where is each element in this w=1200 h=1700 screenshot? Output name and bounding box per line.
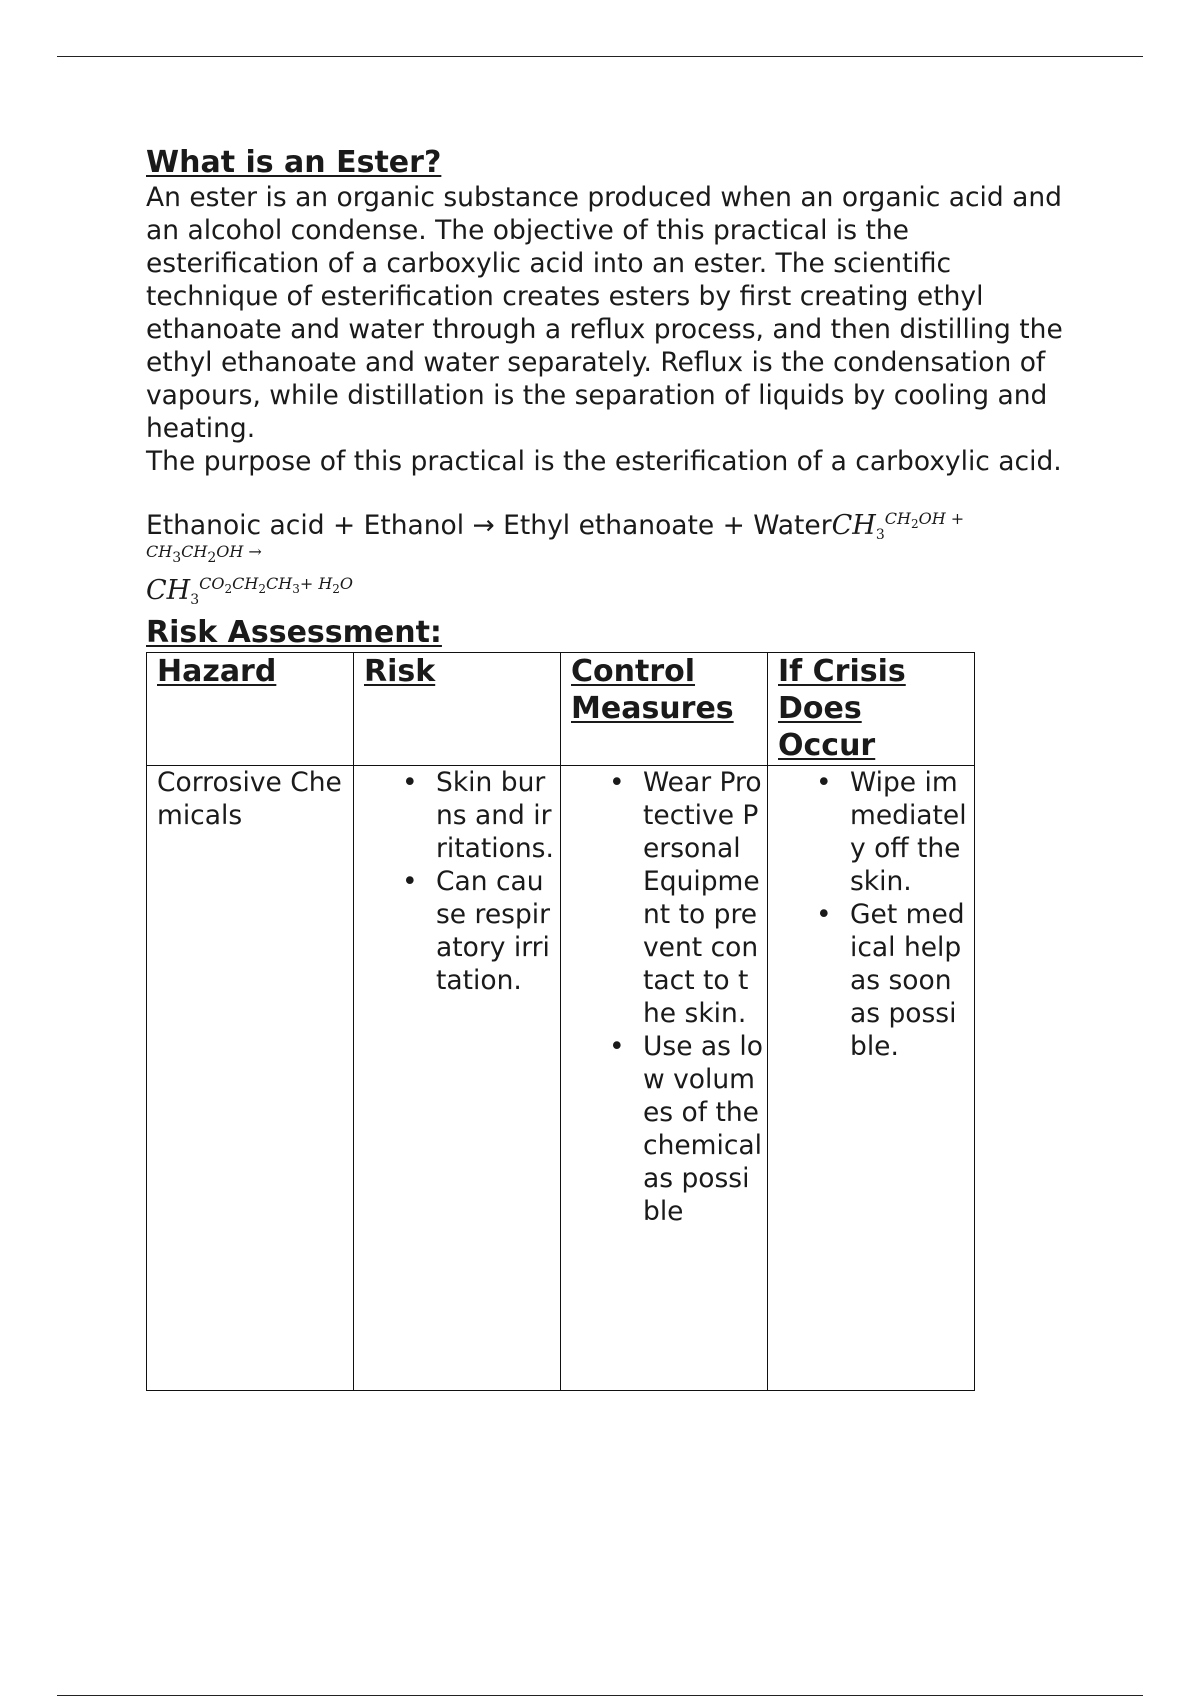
list-item: • Skin burns and irritations. <box>354 766 560 865</box>
footer-rule <box>57 1695 1143 1696</box>
cell-if-crisis <box>768 766 975 1391</box>
list-item: • Can cause respiratory irritation. <box>354 865 560 997</box>
header-rule <box>57 56 1143 57</box>
word-equation <box>146 511 1086 545</box>
table-row <box>147 766 975 1391</box>
formula-ch2oh-plus: CH2OH + <box>884 509 965 531</box>
cell-risk <box>354 766 561 1391</box>
cell-hazard: Corrosive Chemicals <box>147 766 354 1391</box>
spacer <box>146 478 1086 511</box>
risk-assessment-heading: Risk Assessment: <box>146 615 442 650</box>
header-risk: Risk <box>354 653 561 766</box>
header-control-measures: Control Measures <box>561 653 768 766</box>
purpose-paragraph: The purpose of this practical is the esterification of a carboxylic acid. <box>146 446 1062 477</box>
cell-control-measures <box>561 766 768 1391</box>
formula-ethanol-line: CH3CH2OH → <box>146 542 262 566</box>
document-body <box>146 145 1086 1391</box>
list-item: • Get medical help as soon as possible. <box>768 898 974 1063</box>
formula-ester-tail: $CO_2CH_2CH_3+ H_2O$ <box>199 574 354 596</box>
formula-products-line <box>146 576 1086 610</box>
list-item: • Wipe immediately off the skin. <box>768 766 974 898</box>
risk-table <box>146 652 975 1391</box>
formula-ch3: CH3 <box>831 510 885 543</box>
header-hazard: Hazard <box>147 653 354 766</box>
ester-heading: What is an Ester? <box>146 145 442 180</box>
list-item: • Wear Protective Personal Equipment to prevent contact to the skin. <box>561 766 767 1030</box>
header-if-crisis: If Crisis Does Occur <box>768 653 975 766</box>
ester-paragraph: An ester is an organic substance produced when an organic acid and an alcohol condense. The objective of this practical is the esterification of a carboxylic acid into an ester. The scientific technique of esterification creates esters by first creating ethyl ethanoate and water through a reflux process, and then distilling the ethyl ethanoate and water separately. Reflux is the condensation of vapours, while distillation is the separation of liquids by cooling and heating. <box>146 182 1063 444</box>
word-equation-text: Ethanoic acid + Ethanol → Ethyl ethanoate + Water <box>146 510 832 541</box>
table-header-row <box>147 653 975 766</box>
list-item: • Use as low volumes of the chemical as possible <box>561 1030 767 1228</box>
formula-ch3-product: CH3 <box>146 575 200 608</box>
